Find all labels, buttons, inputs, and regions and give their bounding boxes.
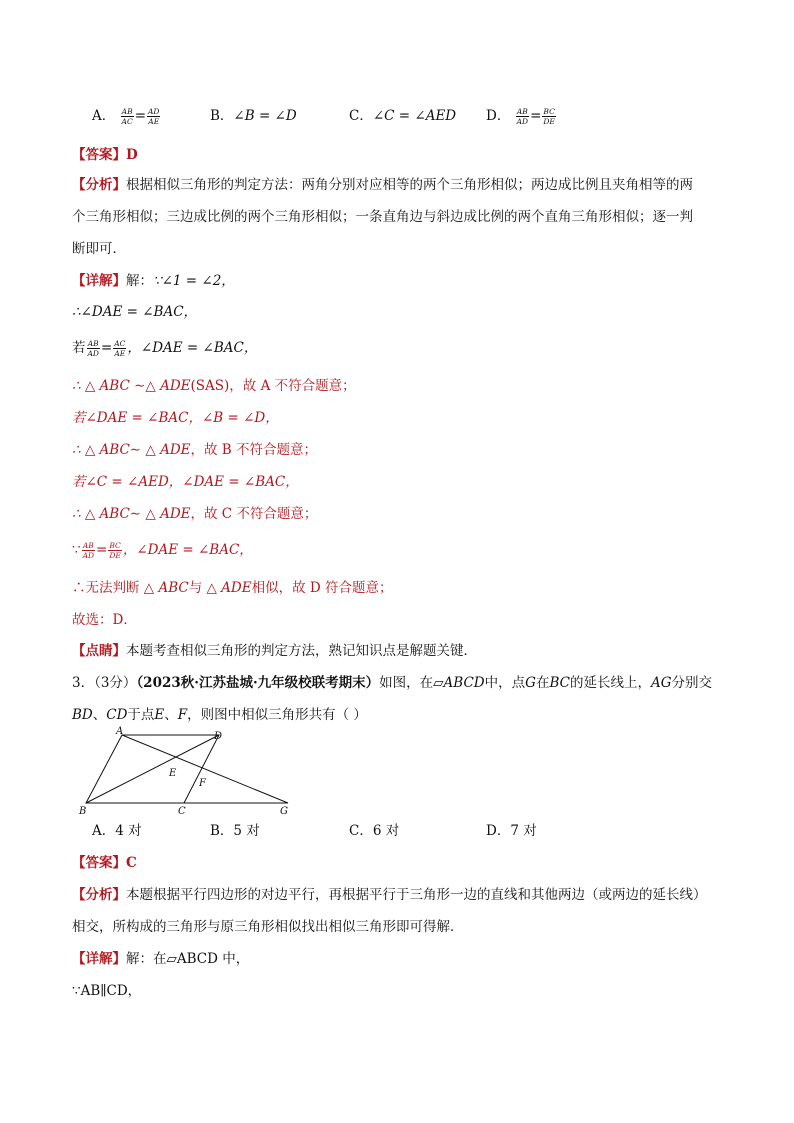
label-c: C <box>178 806 186 817</box>
q2-option-b[interactable]: B．∠B = ∠D <box>210 108 297 124</box>
q2-answer: 【答案】D <box>72 147 138 163</box>
q2-detail-step-2: ∴∠DAE = ∠BAC， <box>72 304 198 320</box>
q2-detail-heading: 【详解】解：∵∠1 = ∠2， <box>72 273 235 289</box>
q3-option-d[interactable]: D．7 对 <box>486 823 537 839</box>
label-f: F <box>199 778 206 789</box>
q2-detail-step-9: ∵ $\frac{AB}{AD}$ = $\frac{BC}{DE}$ ，∠DAE = ∠BAC， <box>72 541 253 560</box>
segment-ag <box>122 735 288 803</box>
label-e: E <box>169 768 177 779</box>
label-d: D <box>214 731 223 742</box>
q2-option-c[interactable]: C．∠C = ∠AED <box>349 108 457 124</box>
fraction: $\frac{AD}{AE}$ <box>148 107 160 126</box>
q2-detail-step-5: 若∠DAE = ∠BAC，∠B = ∠D， <box>72 410 279 426</box>
q2-option-a[interactable]: A． $\frac{AB}{AC}$ = $\frac{AD}{AE}$ <box>92 107 160 126</box>
fraction: $\frac{AB}{AD}$ <box>516 107 529 126</box>
q2-detail-step-6: ∴ △ ABC∼ △ ADE，故 B 不符合题意； <box>72 442 318 458</box>
label-a: A <box>116 726 124 737</box>
q3-analysis-line-2: 相交，所构成的三角形与原三角形相似找出相似三角形即可得解． <box>72 919 464 935</box>
q2-analysis-line-1: 【分析】根据相似三角形的判定方法：两角分别对应相等的两个三角形相似；两边成比例且夹角相等的两 <box>72 177 693 193</box>
q2-comment: 【点睛】本题考查相似三角形的判定方法，熟记知识点是解题关键． <box>72 643 477 659</box>
q3-detail-heading: 【详解】解：在▱ABCD 中， <box>72 951 250 967</box>
q3-stem-line-1: 3．（3分）（2023秋·江苏盐城·九年级校联考期末）如图，在▱ABCD中，点G在BC的延长线上，AG分别交 <box>72 675 712 691</box>
fraction: $\frac{AB}{AC}$ <box>121 107 133 126</box>
q3-answer: 【答案】C <box>72 855 137 871</box>
label-b: B <box>79 806 87 817</box>
q2-detail-step-4: ∴ △ ABC ∼△ ADE(SAS)，故 A 不符合题意； <box>72 378 356 394</box>
q2-analysis-line-2: 个三角形相似；三边成比例的两个三角形相似；一条直角边与斜边成比例的两个直角三角形相似；逐一判 <box>72 209 693 225</box>
fraction: $\frac{BC}{DE}$ <box>543 107 555 126</box>
q3-analysis-line-1: 【分析】本题根据平行四边形的对边平行，再根据平行于三角形一边的直线和其他两边（或两边的延长线） <box>72 887 707 903</box>
q2-detail-step-10: ∴无法判断 △ ABC与 △ ADE相似，故 D 符合题意； <box>72 580 393 596</box>
fraction: $\frac{AB}{AD}$ <box>82 541 95 560</box>
q2-detail-step-8: ∴ △ ABC∼ △ ADE，故 C 不符合题意； <box>72 506 318 522</box>
q3-option-b[interactable]: B．5 对 <box>210 823 260 839</box>
segment-bd <box>86 735 219 803</box>
fraction: $\frac{BC}{DE}$ <box>109 541 121 560</box>
parallelogram-figure <box>76 726 296 818</box>
fraction: $\frac{AC}{AE}$ <box>114 339 126 358</box>
q3-option-c[interactable]: C．6 对 <box>349 823 400 839</box>
fraction: $\frac{AB}{AD}$ <box>87 339 99 358</box>
q2-choice: 故选：D． <box>72 612 137 628</box>
q3-stem-line-2: BD、CD于点E、F，则图中相似三角形共有（ ） <box>72 707 367 723</box>
label-g: G <box>280 806 288 817</box>
q2-detail-step-3: 若 $\frac{AB}{AD}$ = $\frac{AC}{AE}$ ，∠DAE = ∠BAC， <box>72 339 258 358</box>
q3-option-a[interactable]: A．4 对 <box>92 823 142 839</box>
q3-detail-step-1: ∵AB∥CD， <box>72 983 142 999</box>
q2-detail-step-7: 若∠C = ∠AED，∠DAE = ∠BAC， <box>72 474 299 490</box>
q2-analysis-line-3: 断即可． <box>72 241 126 257</box>
q2-option-d[interactable]: D． $\frac{AB}{AD}$ = $\frac{BC}{DE}$ <box>486 107 555 126</box>
